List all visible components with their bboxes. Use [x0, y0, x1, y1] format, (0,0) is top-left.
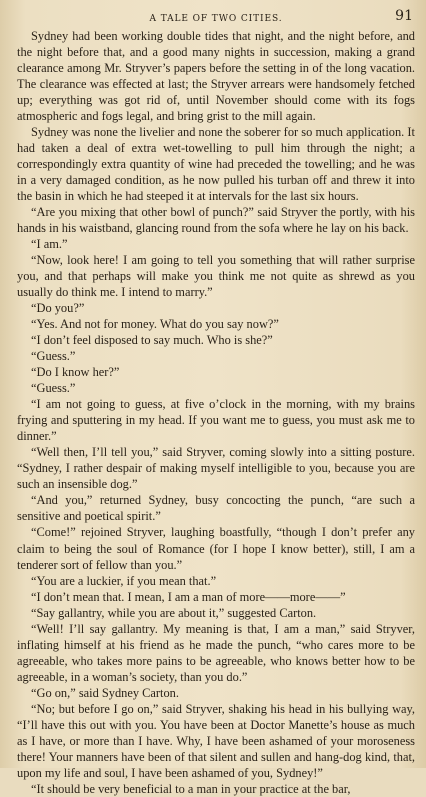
paragraph: “I don’t mean that. I mean, I am a man of more——more——”	[31, 589, 346, 604]
paragraph: “Do I know her?”	[31, 365, 120, 380]
page-header	[17, 6, 415, 28]
page-number: 91	[395, 8, 413, 24]
paragraph: Sydney was none the livelier and none the soberer for so much application. It had taken a deal of extra wet-towelling to pull him through the night; a correspondingly extra quantity of wine had preceded the towelling; and he was in a very damaged condition, as he now pulled his turban off and threw it into the basin in which he had steeped it at intervals for the last six hours.	[17, 125, 415, 204]
paragraph: “It should be very beneficial to a man in your practice at the bar,	[31, 781, 351, 796]
running-title: A TALE OF TWO CITIES.	[149, 14, 283, 24]
paragraph: “Now, look here! I am going to tell you something that will rather surprise you, and that perhaps will make you think me not quite as shrewd as you usually do think me. I intend to marry.”	[17, 253, 415, 300]
paragraph: “Guess.”	[31, 381, 76, 396]
paragraph: “Well then, I’ll tell you,” said Stryver, coming slowly into a sitting posture. “Sydney, I rather despair of making myself intelligible to you, because you are such an insensible dog.”	[17, 445, 415, 492]
paragraph: “Well! I’ll say gallantry. My meaning is that, I am a man,” said Stryver, inflating himself at his friend as he made the punch, “who cares more to be agreeable, who takes more pains to be agreeable, who knows better how to be agreeable, in a woman’s society, than you do.”	[17, 621, 415, 684]
paragraph: “Say gallantry, while you are about it,” suggested Carton.	[31, 605, 317, 620]
paragraph: “I am not going to guess, at five o’clock in the morning, with my brains frying and sputtering in my head. If you want me to guess, you must ask me to dinner.”	[17, 397, 415, 444]
paragraph: “You are a luckier, if you mean that.”	[31, 573, 217, 588]
paragraph: “Do you?”	[31, 301, 85, 316]
paragraph: “Are you mixing that other bowl of punch?” said Stryver the portly, with his hands in his waistband, glancing round from the sofa where he lay on his back.	[17, 205, 415, 236]
paragraph: “Guess.”	[31, 349, 76, 364]
paragraph: “I don’t feel disposed to say much. Who is she?”	[31, 333, 273, 348]
body-text	[17, 28, 415, 797]
paragraph: “Go on,” said Sydney Carton.	[31, 685, 179, 700]
paragraph: “I am.”	[31, 237, 68, 252]
paragraph: “Come!” rejoined Stryver, laughing boastfully, “though I don’t prefer any claim to being the soul of Romance (for I hope I know better), still, I am a tenderer sort of fellow than you.”	[17, 525, 415, 572]
paragraph: “And you,” returned Sydney, busy concocting the punch, “are such a sensitive and poetical spirit.”	[17, 493, 415, 524]
paragraph: Sydney had been working double tides that night, and the night before, and the night before that, and a good many nights in succession, making a grand clearance among Mr. Stryver’s papers before the setting in of the long vacation. The clearance was effected at last; the Stryver arrears were handsomely fetched up; everything was got rid of, until November should come with its fogs atmospheric and fogs legal, and bring grist to the mill again.	[17, 29, 415, 124]
paragraph: “Yes. And not for money. What do you say now?”	[31, 317, 279, 332]
paragraph: “No; but before I go on,” said Stryver, shaking his head in his bullying way, “I’ll have this out with you. You have been at Doctor Manette’s house as much as I have, or more than I have. Why, I have been ashamed of your moroseness there! Your manners have been of that silent and sullen and hang-dog kind, that, upon my life and soul, I have been ashamed of you, Sydney!”	[17, 701, 415, 780]
